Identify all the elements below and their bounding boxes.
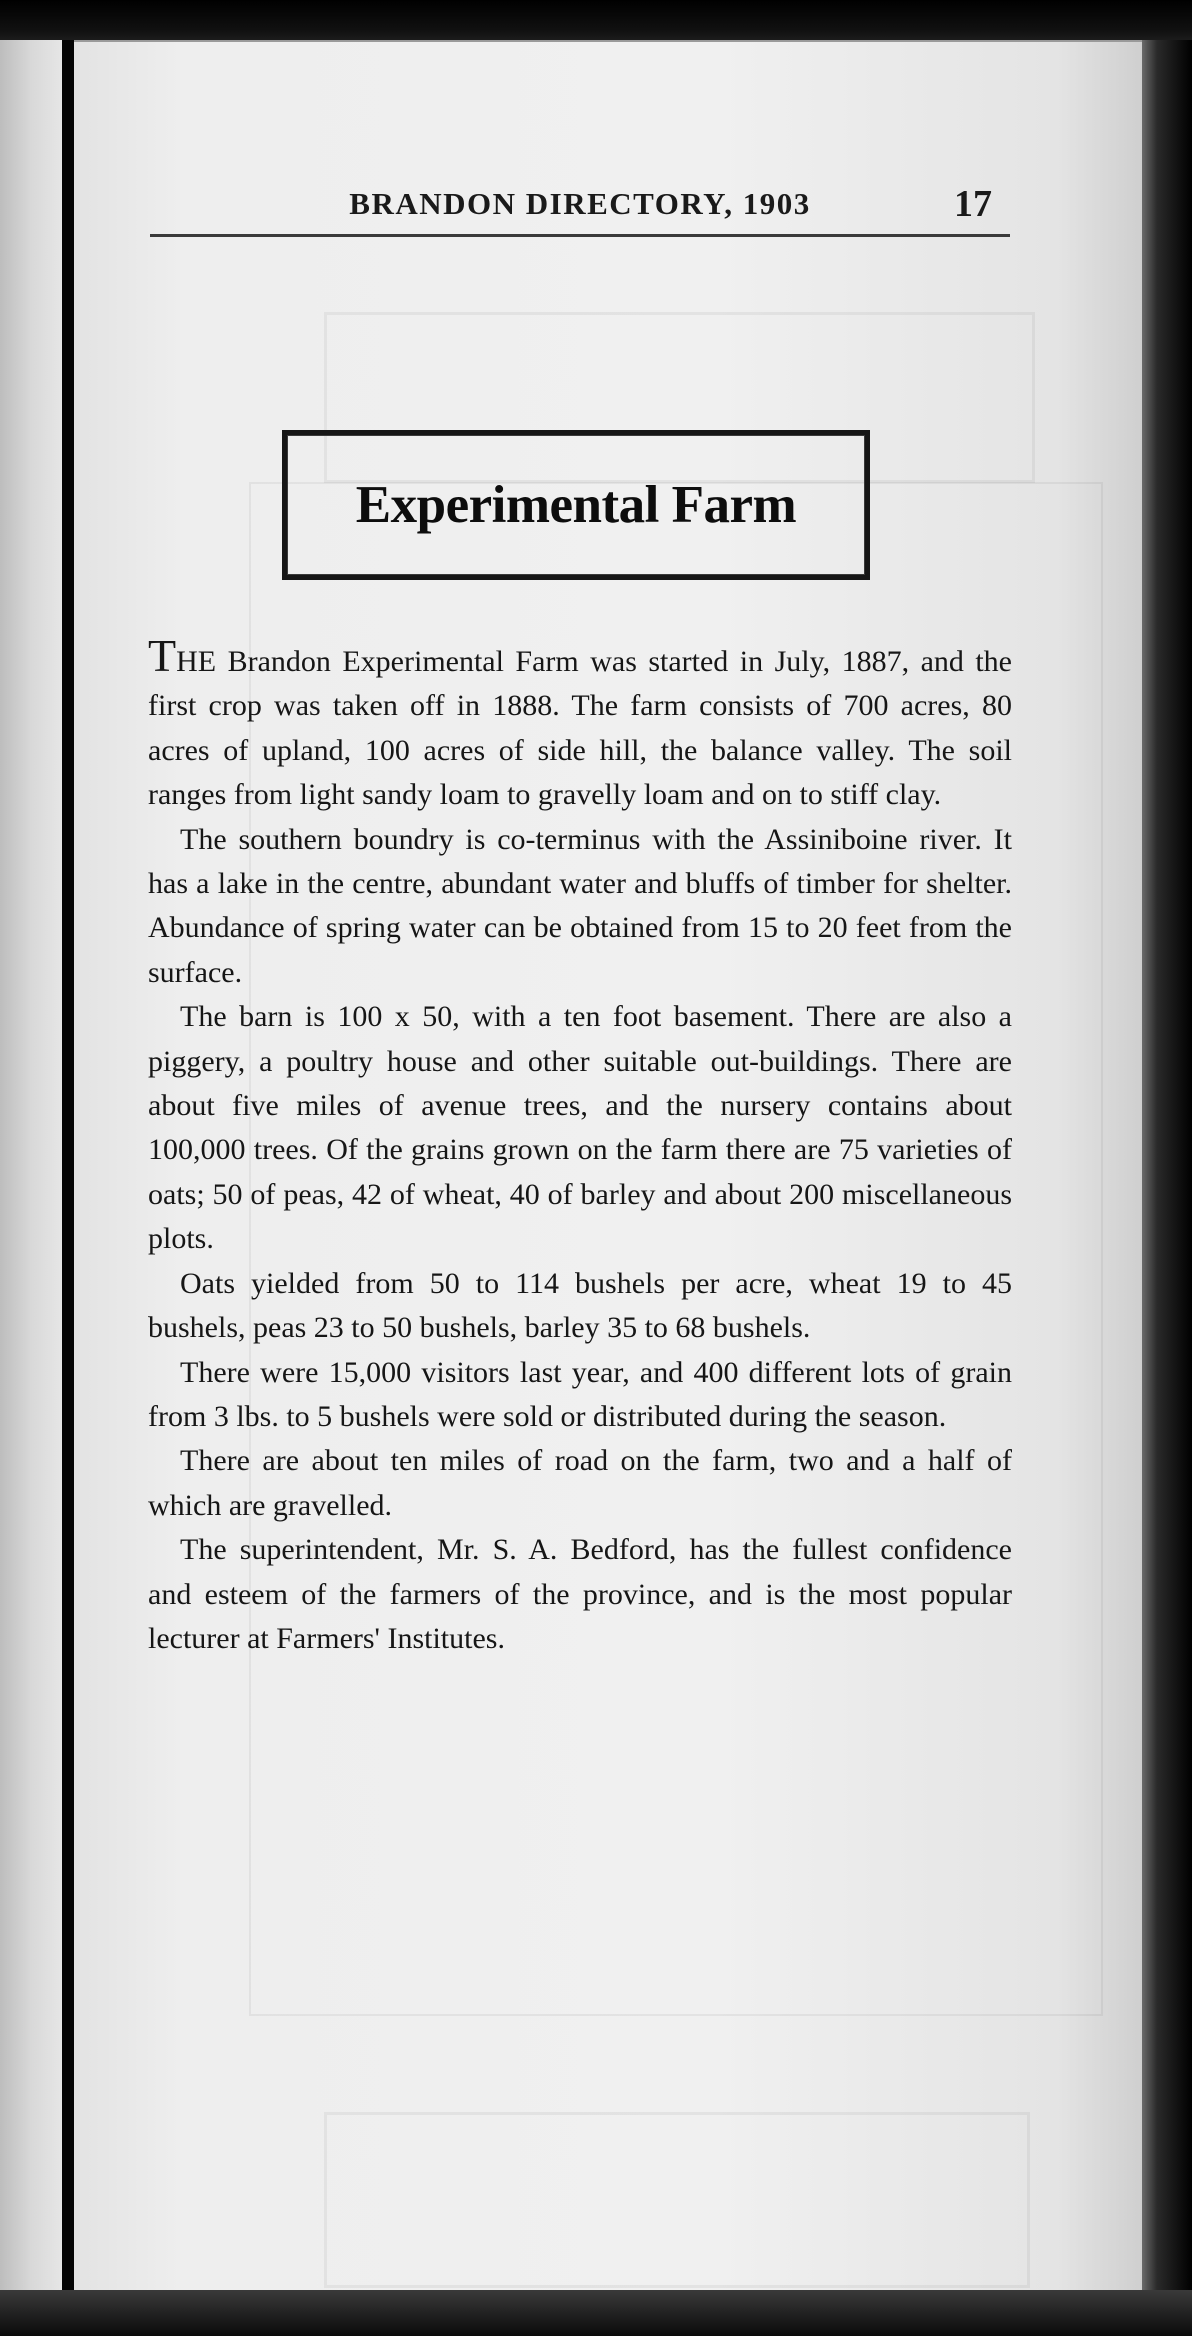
left-page-edge [0, 40, 62, 2290]
show-through-box [324, 2112, 1030, 2288]
paragraph: The southern boundry is co-terminus with the Assiniboine river. It has a lake in the centre, abundant water and bluffs of timber for shelter. Abundance of spring water can be obtained from 15 to 20 feet from the surface. [148, 822, 1012, 989]
running-header [150, 180, 1010, 237]
drop-cap: T [148, 630, 177, 681]
running-title: BRANDON DIRECTORY, 1903 [349, 186, 811, 221]
paragraph: There are about ten miles of road on the farm, two and a half of which are gravelled. [148, 1444, 1012, 1522]
paragraph: Oats yielded from 50 to 114 bushels per acre, wheat 19 to 45 bushels, peas 23 to 50 bushels, barley 35 to 68 bushels. [148, 1266, 1012, 1345]
page-number: 17 [954, 183, 992, 225]
article-body [148, 630, 1012, 1661]
scan-bottom-border [0, 2290, 1192, 2336]
right-page-edge [1142, 40, 1192, 2290]
paragraph: There were 15,000 visitors last year, and 400 different lots of grain from 3 lbs. to 5 bushels were sold or distributed during the season. [148, 1355, 1012, 1433]
paragraph-text: HE Brandon Experimental Farm was started in July, 1887, and the first crop was taken off in 1888. The farm consists of 700 acres, 80 acres of upland, 100 acres of side hill, the balance valley. The soil ranges from light sandy loam to gravelly loam and on to stiff clay. [148, 645, 1012, 812]
article-title-box [282, 430, 870, 580]
paragraph: The barn is 100 x 50, with a ten foot basement. There are also a piggery, a poultry house and other suitable out-buildings. There are about five miles of avenue trees, and the nursery contains about 100,000 trees. Of the grains grown on the farm there are 75 varieties of oats; 50 of peas, 42 of wheat, 40 of barley and about 200 miscellaneous plots. [148, 1000, 1012, 1256]
book-spine [62, 40, 74, 2290]
paragraph: The superintendent, Mr. S. A. Bedford, has the fullest confidence and esteem of the farmers of the province, and is the most popular lecturer at Farmers' Institutes. [148, 1533, 1012, 1655]
article-title: Experimental Farm [355, 476, 797, 534]
paragraph [148, 630, 1012, 818]
